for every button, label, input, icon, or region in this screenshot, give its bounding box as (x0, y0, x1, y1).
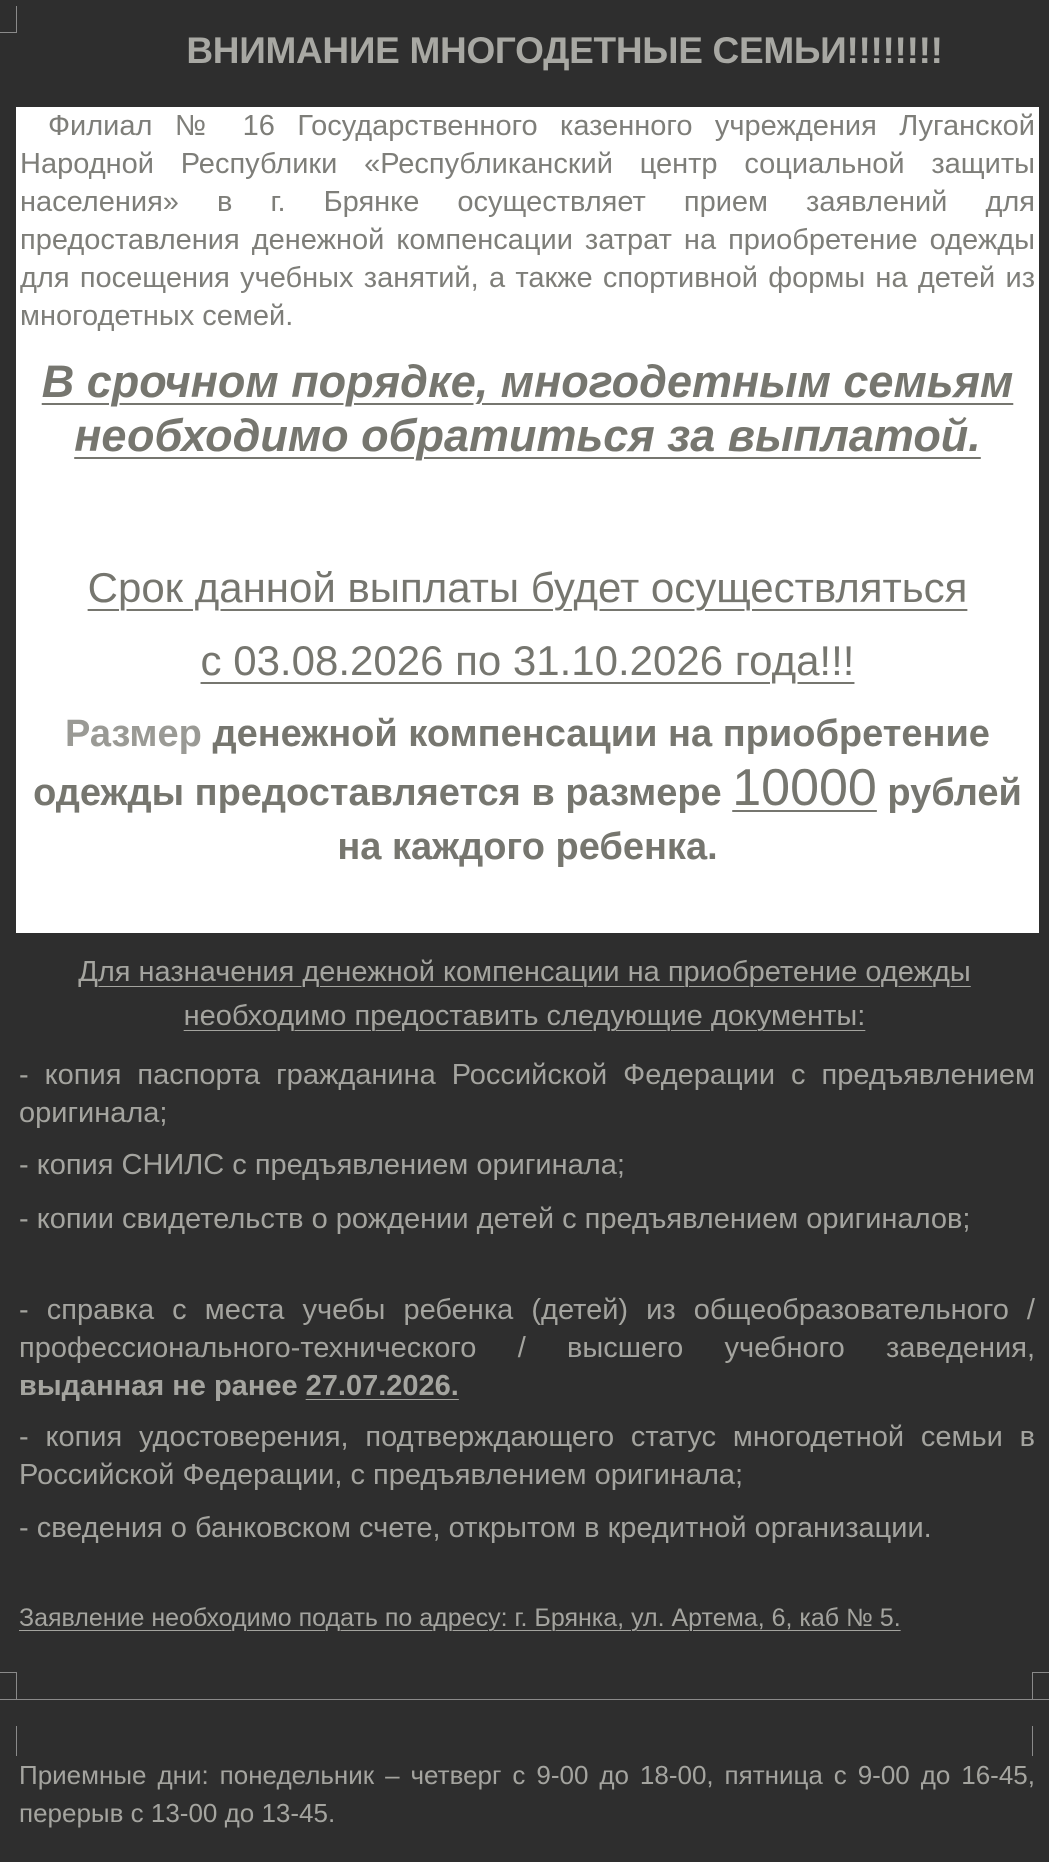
notice-panel (16, 107, 1039, 933)
page-title: ВНИМАНИЕ МНОГОДЕТНЫЕ СЕМЬИ!!!!!!!! (186, 30, 943, 71)
amount-tail: рублей на каждого ребенка. (337, 772, 1022, 868)
intro-paragraph: Филиал № 16 Государственного казенного учреждения Луганской Народной Республики «Республиканский центр социальной защиты населения» в г. Брянке осуществляет прием заявлений для предоставления денежной компенсации затрат на приобретение одежды для посещения учебных занятий, а также спортивной формы на детей из многодетных семей. (20, 110, 1035, 332)
amount-text: денежной компенсации на приобретение одежды предоставляется в размере (33, 713, 990, 814)
reception-hours: Приемные дни: понедельник – четверг с 9-00 до 18-00, пятница с 9-00 до 16-45, перерыв с 13-00 до 13-45. (19, 1760, 1035, 1828)
crop-mark-bottom-left (0, 1672, 17, 1699)
study-certificate-text: - справка с места учебы ребенка (детей) из общеобразовательного /профессионального-технического / высшего учебного заведения, (19, 1294, 1035, 1364)
requirement-item: - копия паспорта гражданина Российской Федерации с предъявлением оригинала; (19, 1059, 1035, 1129)
section-divider (0, 1699, 1049, 1700)
crop-mark-lower-left (0, 1726, 17, 1756)
requirement-item: - сведения о банковском счете, открытом в кредитной организации. (19, 1512, 932, 1544)
issued-note: выданная не ранее (19, 1370, 306, 1402)
documents-heading: Для назначения денежной компенсации на приобретение одежды необходимо предоставить следующие документы: (78, 956, 971, 1032)
requirement-item: - копия удостоверения, подтверждающего статус многодетной семьи в Российской Федерации, с предъявлением оригинала; (19, 1421, 1035, 1491)
urgent-notice: В срочном порядке, многодетным семьям необходимо обратиться за выплатой. (41, 356, 1014, 461)
requirement-item: - копия СНИЛС с предъявлением оригинала; (19, 1149, 625, 1181)
amount-word: Размер (65, 713, 202, 755)
requirement-item: - копии свидетельств о рождении детей с предъявлением оригиналов; (19, 1203, 971, 1235)
issued-date: 27.07.2026. (305, 1370, 459, 1402)
requirement-item-study-certificate (19, 1291, 1035, 1405)
compensation-amount (16, 707, 1039, 874)
crop-mark-lower-right (1032, 1726, 1049, 1756)
submission-address: Заявление необходимо подать по адресу: г. Брянка, ул. Артема, 6, каб № 5. (19, 1604, 901, 1632)
crop-mark-bottom-right (1032, 1672, 1049, 1699)
crop-mark-top-left (0, 6, 17, 33)
payment-period-line-2: с 03.08.2026 по 31.10.2026 года!!! (200, 637, 855, 684)
amount-value: 10000 (732, 759, 877, 817)
payment-period-line-1: Срок данной выплаты будет осуществляться (87, 564, 968, 611)
